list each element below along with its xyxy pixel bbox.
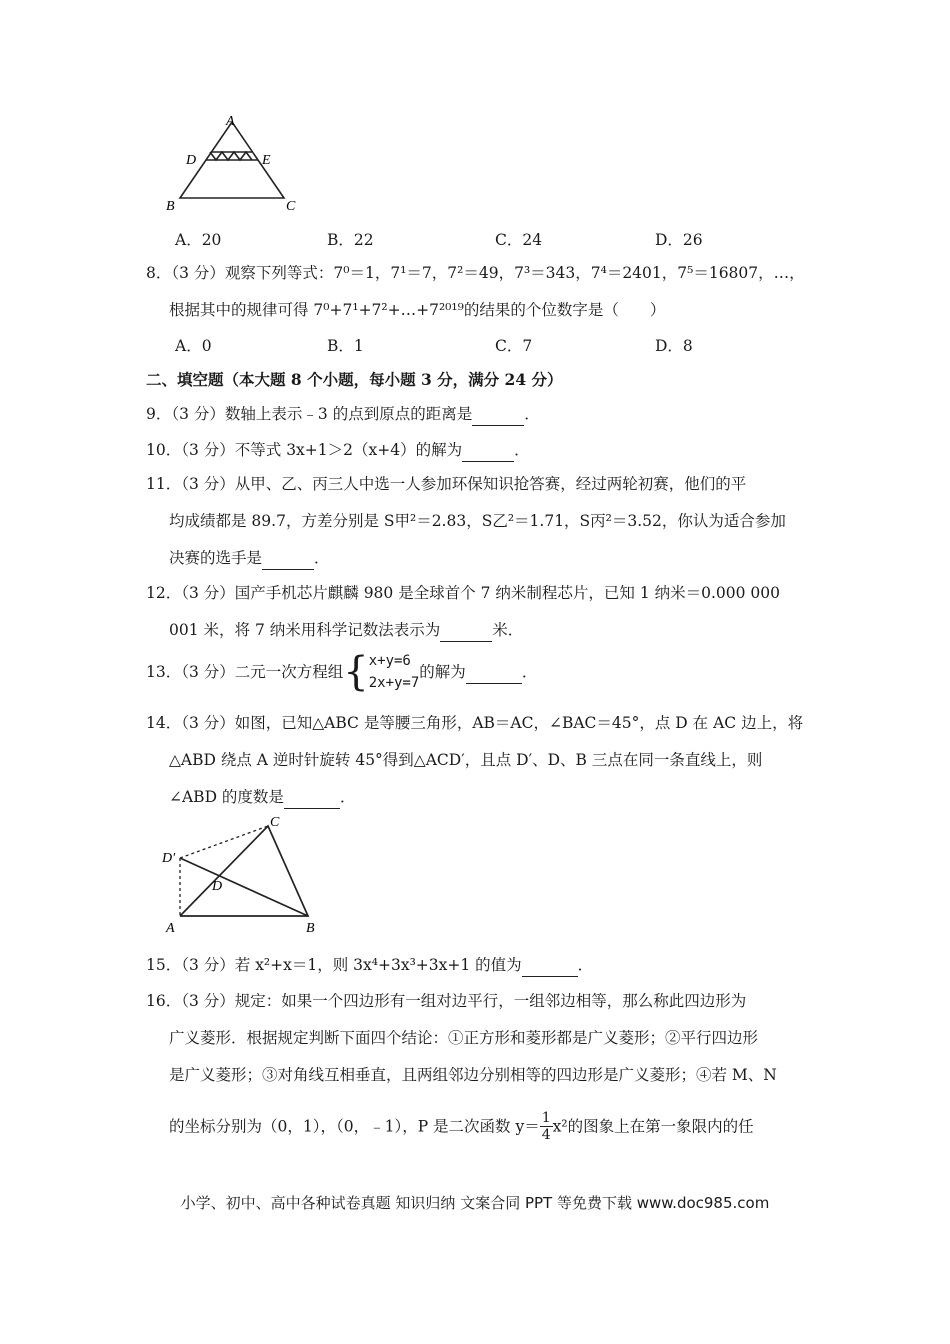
brace-icon: { xyxy=(343,649,369,695)
triangle-figure-q14 xyxy=(160,812,330,937)
q11-answer-blank[interactable] xyxy=(262,547,314,570)
q13-pre: 13．（3 分）二元一次方程组 xyxy=(146,663,344,681)
q8-option-c: C．7 xyxy=(495,337,533,355)
q9-end: ． xyxy=(524,405,540,423)
zigzag xyxy=(210,152,252,160)
q9-answer-blank[interactable] xyxy=(472,403,524,426)
q15-end: ． xyxy=(577,956,594,974)
label-d-q14: D xyxy=(212,879,223,894)
dashed-d1-c xyxy=(180,826,268,858)
q13 xyxy=(146,650,537,698)
q11-line1: 11．（3 分）从甲、乙、丙三人中选一人参加环保知识抢答赛，经过两轮初赛，他们的平 xyxy=(146,475,747,493)
q7-option-b: B．22 xyxy=(327,231,374,249)
label-c-q14: C xyxy=(270,815,280,830)
label-d: D xyxy=(186,153,197,168)
triangle-figure-q7 xyxy=(160,110,310,215)
q8-option-a: A．0 xyxy=(175,337,212,355)
q8-option-d: D．8 xyxy=(655,337,693,355)
q8-option-b: B．1 xyxy=(327,337,364,355)
q14-line2: △ABD 绕点 A 逆时针旋转 45°得到△ACD′，且点 D′、D、B 三点在同一条直线上，则 xyxy=(169,751,763,769)
q16-line4a: 的坐标分别为（0，1），（0，﹣1），P 是二次函数 y＝ xyxy=(169,1117,540,1136)
q7-option-c: C．24 xyxy=(495,231,543,249)
frac-denominator: 4 xyxy=(541,1127,551,1143)
q12-line1: 12．（3 分）国产手机芯片麒麟 980 是全球首个 7 纳米制程芯片，已知 1 纳米＝0.000 000 xyxy=(146,584,781,602)
q9-text: 9．（3 分）数轴上表示﹣3 的点到原点的距离是 xyxy=(146,405,473,423)
q16-line4b: x²的图象上在第一象限内的任 xyxy=(552,1117,754,1136)
q8-line1 xyxy=(146,262,805,284)
frac-numerator: 1 xyxy=(541,1110,551,1126)
q7-option-a: A．20 xyxy=(175,231,222,249)
q14-line3 xyxy=(169,786,355,809)
label-a: A xyxy=(226,114,235,129)
q12-end: 米． xyxy=(492,621,524,639)
label-a-q14: A xyxy=(166,921,175,936)
q14-text: ∠ABD 的度数是 xyxy=(169,788,284,806)
q12-text: 001 米，将 7 纳米用科学记数法表示为 xyxy=(169,621,441,639)
fraction-one-quarter xyxy=(540,1110,553,1143)
q11-end: ． xyxy=(314,549,330,567)
q11-text: 决赛的选手是 xyxy=(169,549,263,567)
label-d1-q14: D′ xyxy=(162,851,176,866)
equation-system xyxy=(343,650,419,694)
section-heading-fill-blank: 二、填空题（本大题 8 个小题，每小题 3 分，满分 24 分） xyxy=(146,370,563,389)
q13-eq2: 2x+y=7 xyxy=(368,675,420,691)
q10 xyxy=(146,439,530,462)
triangle-abc-q14 xyxy=(180,826,308,916)
q14-answer-blank[interactable] xyxy=(284,786,340,809)
q11-line2: 均成绩都是 89.7，方差分别是 S甲²＝2.83，S乙²＝1.71，S丙²＝3.52，你认为适合参加 xyxy=(169,512,786,530)
q15-text: 15．（3 分）若 x²+x＝1，则 3x⁴+3x³+3x+1 的值为 xyxy=(146,956,522,974)
q14-line1: 14．（3 分）如图，已知△ABC 是等腰三角形，AB＝AC，∠BAC＝45°，点 D 在 AC 边上，将 xyxy=(146,714,804,732)
q16-line2: 广义菱形．根据规定判断下面四个结论：①正方形和菱形都是广义菱形；②平行四边形 xyxy=(169,1029,759,1047)
q15 xyxy=(146,954,593,977)
q8-line2: 根据其中的规律可得 7⁰+7¹+7²+…+7²⁰¹⁹的结果的个位数字是（ ） xyxy=(169,301,666,319)
q16-line3: 是广义菱形；③对角线互相垂直，且两组邻边分别相等的四边形是广义菱形；④若 M、N xyxy=(169,1066,777,1084)
q13-eq1: x+y=6 xyxy=(368,653,411,669)
label-b-q14: B xyxy=(306,921,315,936)
q8-equations: 7⁰＝1，7¹＝7，7²＝49，7³＝343，7⁴＝2401，7⁵＝16807，…， xyxy=(333,264,805,282)
label-c: C xyxy=(286,199,296,214)
q11-line3 xyxy=(169,547,330,570)
q13-end: ． xyxy=(521,663,538,681)
q13-post: 的解为 xyxy=(419,663,466,681)
q8-number: 8．（3 分）观察下列等式： xyxy=(146,264,334,282)
label-b: B xyxy=(166,199,175,214)
q14-end: ． xyxy=(339,788,356,806)
segment-d1-b xyxy=(180,858,308,916)
q9 xyxy=(146,403,540,426)
label-e: E xyxy=(262,153,271,168)
page-footer: 小学、初中、高中各种试卷真题 知识归纳 文案合同 PPT 等免费下载 www.doc985.com xyxy=(180,1194,770,1212)
q7-option-d: D．26 xyxy=(655,231,703,249)
q16-line4 xyxy=(169,1110,754,1156)
q10-text: 10．（3 分）不等式 3x+1＞2（x+4）的解为 xyxy=(146,441,463,459)
q13-answer-blank[interactable] xyxy=(466,661,522,684)
q10-answer-blank[interactable] xyxy=(462,439,514,462)
q12-answer-blank[interactable] xyxy=(440,619,492,642)
q12-line2 xyxy=(169,619,523,642)
q15-answer-blank[interactable] xyxy=(522,954,578,977)
q10-end: ． xyxy=(514,441,530,459)
q16-line1: 16．（3 分）规定：如果一个四边形有一组对边平行，一组邻边相等，那么称此四边形为 xyxy=(146,992,747,1010)
